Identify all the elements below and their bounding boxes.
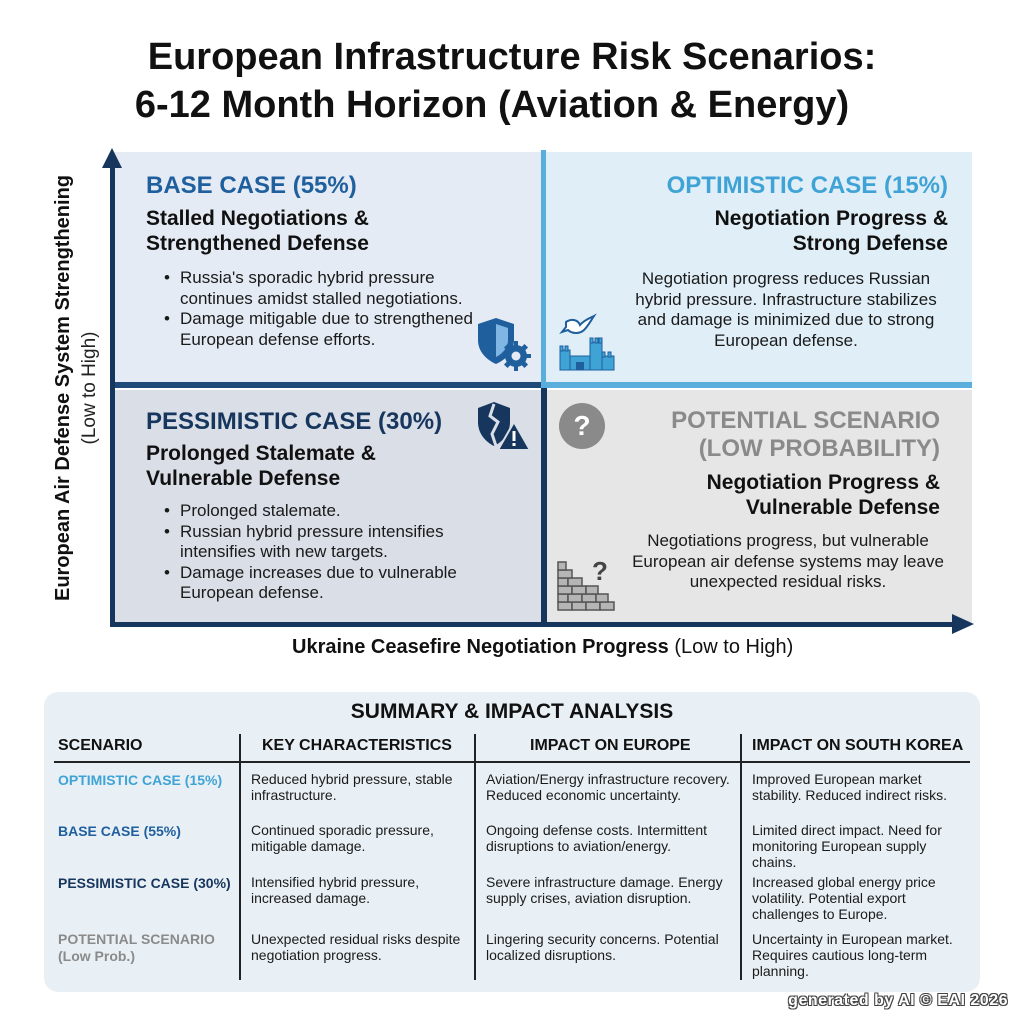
- potential-scenario-description: Negotiations progress, but vulnerable European air defense systems may leave unexpected residual risks.: [632, 531, 944, 591]
- optimistic-case-description: Negotiation progress reduces Russian hybrid pressure. Infrastructure stabilizes and damage is minimized due to strong European defense.: [635, 269, 937, 350]
- table-cell: Uncertainty in European market. Requires cautious long-term planning.: [752, 931, 953, 979]
- dove-castle-icon: [556, 312, 618, 379]
- base-case-subtitle-line2: Strengthened Defense: [146, 232, 369, 255]
- potential-scenario-subtitle-line1: Negotiation Progress &: [706, 471, 940, 494]
- summary-title: SUMMARY & IMPACT ANALYSIS: [350, 700, 674, 723]
- table-cell: Increased global energy price volatility. Potential export challenges to Europe.: [752, 874, 936, 922]
- x-axis-range-label: (Low to High): [668, 636, 794, 658]
- potential-scenario-heading-line1: POTENTIAL SCENARIO: [671, 407, 940, 434]
- potential-scenario-subtitle-line2: Vulnerable Defense: [745, 496, 940, 519]
- x-axis-arrowhead: [952, 614, 974, 634]
- column-header-scenario: SCENARIO: [58, 737, 143, 754]
- pessimistic-case-bullets: [162, 501, 482, 604]
- page-title-line2: 6-12 Month Horizon (Aviation & Energy): [134, 84, 850, 126]
- table-header-rule: [54, 761, 970, 763]
- base-case-subtitle-line1: Stalled Negotiations &: [146, 207, 369, 230]
- pessimistic-case-subtitle-line1: Prolonged Stalemate &: [146, 442, 376, 465]
- vertical-divider-lower: [541, 388, 547, 622]
- table-cell: Unexpected residual risks despite negotiation progress.: [251, 931, 461, 963]
- broken-shield-warning-icon: [474, 400, 534, 457]
- table-cell: Reduced hybrid pressure, stable infrastructure.: [251, 771, 453, 803]
- table-cell: Lingering security concerns. Potential localized disruptions.: [486, 931, 719, 963]
- table-cell: Improved European market stability. Reduced indirect risks.: [752, 771, 948, 803]
- watermark-credit: generated by AI © EAI 2026: [788, 992, 1008, 1009]
- y-axis-line: [110, 162, 115, 626]
- column-header-key-characteristics: KEY CHARACTERISTICS: [262, 737, 452, 754]
- optimistic-case-subtitle-line1: Negotiation Progress &: [714, 207, 948, 230]
- x-axis-label: [292, 636, 793, 659]
- list-item: • Russian hybrid pressure intensifies intensifies with new targets.: [162, 522, 482, 563]
- table-cell: Ongoing defense costs. Intermittent disruptions to aviation/energy.: [486, 822, 708, 854]
- y-axis-arrowhead: [102, 148, 122, 168]
- table-cell: Severe infrastructure damage. Energy supply crises, aviation disruption.: [486, 874, 723, 906]
- table-cell: Aviation/Energy infrastructure recovery. Reduced economic uncertainty.: [486, 771, 730, 803]
- row-label-base: BASE CASE (55%): [58, 823, 181, 839]
- optimistic-case-heading: OPTIMISTIC CASE (15%): [666, 172, 948, 199]
- table-cell: Intensified hybrid pressure, increased damage.: [251, 874, 420, 906]
- column-header-impact-europe: IMPACT ON EUROPE: [530, 737, 691, 754]
- pessimistic-case-subtitle-line2: Vulnerable Defense: [146, 467, 341, 490]
- cracked-wall-question-icon: [556, 556, 616, 617]
- svg-text:?: ?: [573, 410, 591, 441]
- list-item: • Russia's sporadic hybrid pressure continues amidst stalled negotiations.: [162, 268, 497, 309]
- base-case-bullets: [162, 268, 497, 350]
- pessimistic-case-heading: PESSIMISTIC CASE (30%): [146, 408, 443, 435]
- column-divider: [239, 734, 241, 980]
- optimistic-case-subtitle-line2: Strong Defense: [792, 232, 948, 255]
- page-title-line1: European Infrastructure Risk Scenarios:: [147, 36, 877, 78]
- row-label-potential-sub: (Low Prob.): [58, 948, 135, 964]
- y-axis-range-label: (Low to High): [79, 331, 100, 445]
- horizontal-divider-left: [114, 382, 542, 388]
- row-label-pessimistic: PESSIMISTIC CASE (30%): [58, 875, 231, 891]
- column-divider: [474, 734, 476, 980]
- list-item: • Prolonged stalemate.: [162, 501, 482, 522]
- row-label-optimistic: OPTIMISTIC CASE (15%): [58, 772, 223, 788]
- x-axis-label-main: Ukraine Ceasefire Negotiation Progress: [292, 636, 669, 658]
- column-divider: [740, 734, 742, 980]
- list-item: • Damage mitigable due to strengthened European defense efforts.: [162, 309, 497, 350]
- row-label-potential: POTENTIAL SCENARIO: [58, 931, 215, 947]
- table-cell: Limited direct impact. Need for monitoring European supply chains.: [752, 822, 942, 870]
- potential-scenario-heading-line2: (LOW PROBABILITY): [698, 435, 940, 462]
- shield-gear-icon: [474, 314, 534, 379]
- y-axis-label: European Air Defense System Strengthening: [52, 174, 74, 602]
- svg-text:?: ?: [592, 556, 608, 586]
- list-item: • Damage increases due to vulnerable European defense.: [162, 563, 482, 604]
- column-header-impact-korea: IMPACT ON SOUTH KOREA: [752, 737, 964, 754]
- table-cell: Continued sporadic pressure, mitigable damage.: [251, 822, 434, 854]
- base-case-heading: BASE CASE (55%): [146, 172, 357, 199]
- x-axis-line: [110, 622, 956, 627]
- question-mark-icon: [558, 402, 606, 455]
